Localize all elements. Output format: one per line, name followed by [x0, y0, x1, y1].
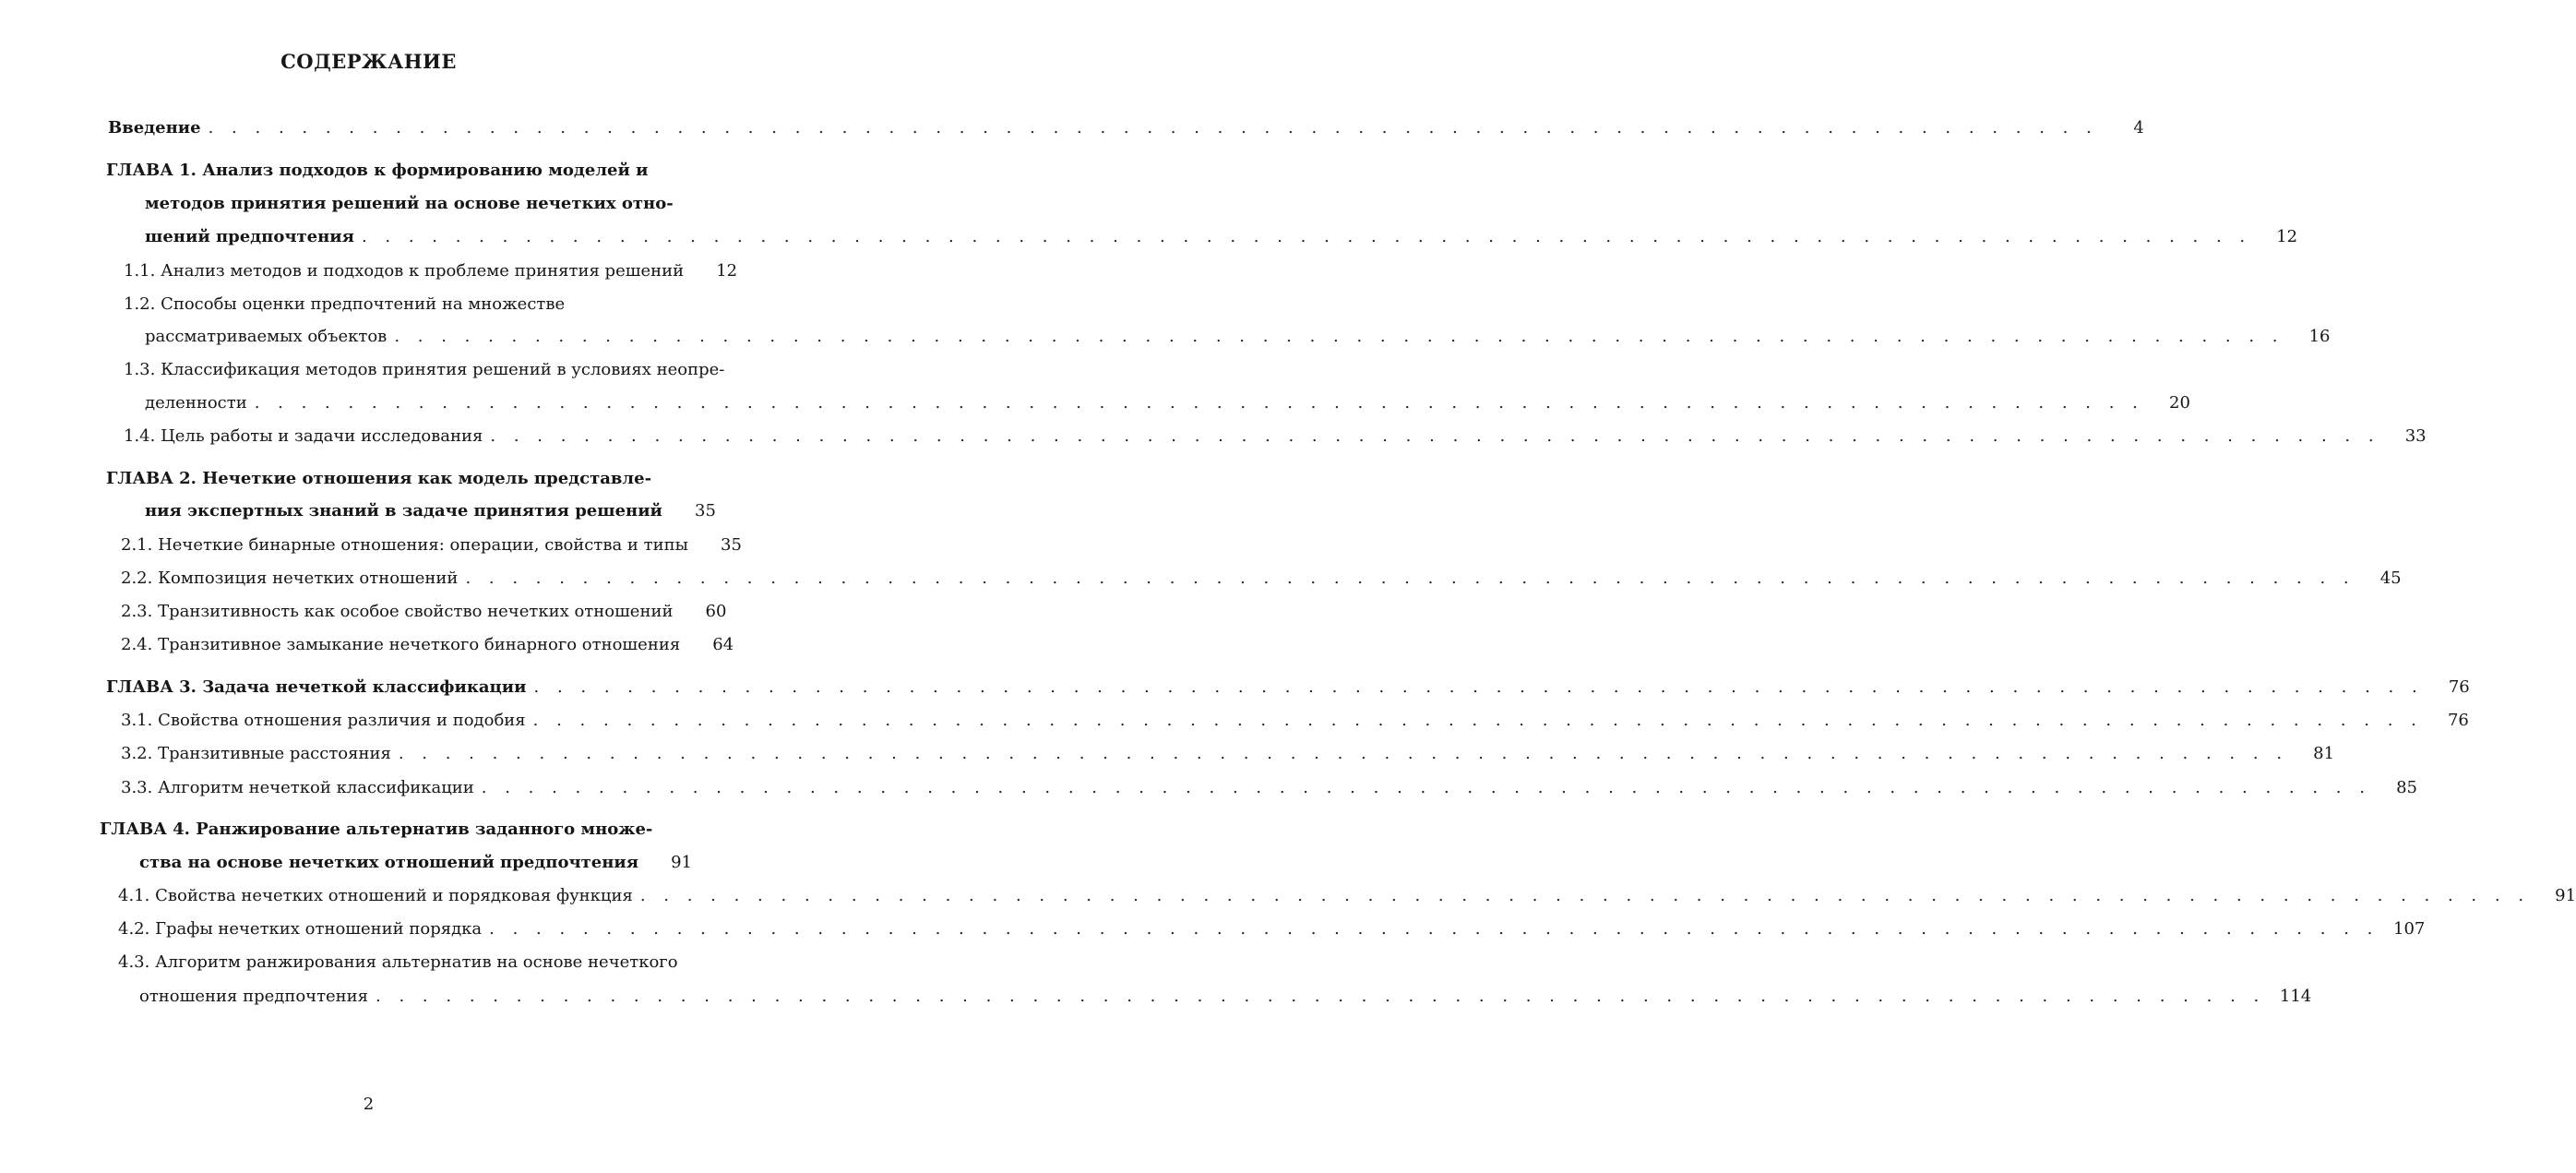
toc-entry-section	[145, 392, 2190, 414]
toc-page-number: 64	[712, 635, 734, 654]
section-title: деленности	[145, 393, 247, 413]
section-title: 4.2. Графы нечетких отношений порядка	[118, 919, 483, 939]
section-title: 1.2. Способы оценки предпочтений на множестве	[124, 294, 566, 314]
dot-leader	[376, 986, 2265, 1008]
toc-entry-chapter	[106, 676, 2470, 699]
toc-page-number: 35	[695, 501, 716, 521]
toc-entry-section	[121, 634, 734, 656]
toc-entry-intro	[108, 117, 2144, 139]
dot-leader	[490, 425, 2379, 448]
toc-entry-section	[118, 952, 690, 974]
toc-entry-section	[121, 601, 727, 623]
toc-page-number: 12	[2276, 227, 2298, 246]
chapter-title-line: методов принятия решений на основе нечетких отно-	[145, 194, 674, 213]
toc-entry-section	[121, 743, 2335, 765]
chapter-title-line: ГЛАВА 1. Анализ подходов к формированию моделей и	[106, 161, 649, 180]
toc-page-number: 35	[721, 535, 742, 555]
dot-leader	[534, 676, 2424, 699]
toc-page-number: 107	[2393, 919, 2426, 939]
chapter-title-line: шений предпочтения	[145, 227, 354, 246]
section-title: рассматриваемых объектов	[145, 327, 388, 346]
section-title: 1.1. Анализ методов и подходов к проблеме принятия решений	[124, 261, 685, 281]
section-title: 2.4. Транзитивное замыкание нечеткого бинарного отношения	[121, 635, 681, 654]
toc-entry-section	[121, 568, 2402, 590]
dot-leader	[482, 777, 2371, 799]
toc-page-number: 60	[705, 602, 727, 621]
section-title: отношения предпочтения	[139, 987, 369, 1006]
section-title: 3.2. Транзитивные расстояния	[121, 744, 391, 763]
toc-entry-section	[121, 777, 2417, 799]
chapter-title-line: ния экспертных знаний в задаче принятия решений	[145, 501, 662, 521]
section-title: 3.1. Свойства отношения различия и подобия	[121, 711, 526, 730]
toc-page-number: 76	[2448, 677, 2470, 697]
section-title: 2.1. Нечеткие бинарные отношения: операции, свойства и типы	[121, 535, 688, 555]
toc-page-number: 76	[2447, 711, 2469, 730]
chapter-title-line: ства на основе нечетких отношений предпочтения	[139, 853, 639, 872]
toc-page-number: 85	[2396, 778, 2417, 797]
dot-leader	[489, 918, 2379, 940]
toc-page-number: 12	[716, 261, 738, 281]
page-title: СОДЕРЖАНИЕ	[280, 50, 457, 73]
section-title: 4.3. Алгоритм ранжирования альтернатив на основе нечеткого	[118, 952, 678, 972]
section-title: 1.4. Цель работы и задачи исследования	[124, 426, 483, 446]
dot-leader	[399, 743, 2288, 765]
toc-page-number: 4	[2133, 118, 2144, 138]
toc-entry-section	[121, 710, 2469, 732]
toc-page-number: 91	[2555, 886, 2576, 905]
toc-entry-chapter	[145, 226, 2298, 248]
chapter-heading	[100, 819, 690, 841]
chapter-title-line: ГЛАВА 4. Ранжирование альтернатив заданного множе-	[100, 820, 653, 839]
chapter-title-line: ГЛАВА 2. Нечеткие отношения как модель представле-	[106, 469, 652, 488]
page-number: 2	[363, 1095, 375, 1114]
dot-leader	[362, 226, 2251, 248]
section-title: 4.1. Свойства нечетких отношений и порядковая функция	[118, 886, 633, 905]
chapter-heading	[145, 193, 690, 215]
toc-page-number: 45	[2379, 569, 2402, 588]
toc-entry-section	[124, 260, 738, 282]
toc-entry-section	[139, 986, 2312, 1008]
toc-entry-section	[121, 534, 742, 557]
toc-entry-section	[118, 918, 2426, 940]
section-title: 2.3. Транзитивность как особое свойство нечетких отношений	[121, 602, 674, 621]
toc-entry-section	[124, 293, 690, 316]
dot-leader	[640, 885, 2530, 907]
dot-leader	[394, 326, 2284, 348]
toc-page-number: 81	[2313, 744, 2335, 763]
section-title: 2.2. Композиция нечетких отношений	[121, 569, 459, 588]
toc-entry-label: Введение	[108, 118, 201, 138]
dot-leader	[465, 568, 2355, 590]
section-title: 1.3. Классификация методов принятия решений в условиях неопре-	[124, 360, 725, 379]
toc-entry-section	[124, 425, 2427, 448]
chapter-heading	[106, 160, 690, 182]
dot-leader	[209, 117, 2098, 139]
toc-page-number: 16	[2308, 327, 2331, 346]
dot-leader	[255, 392, 2144, 414]
toc-page-number: 114	[2279, 987, 2312, 1006]
toc-entry-section	[145, 326, 2331, 348]
section-title: 3.3. Алгоритм нечеткой классификации	[121, 778, 474, 797]
toc-page-number: 91	[671, 853, 693, 872]
toc-entry-chapter	[139, 852, 693, 874]
chapter-heading	[106, 468, 690, 490]
toc-entry-section	[118, 885, 2576, 907]
chapter-title-line: ГЛАВА 3. Задача нечеткой классификации	[106, 677, 527, 697]
toc-entry-chapter	[145, 500, 716, 522]
toc-entry-section	[124, 359, 725, 381]
dot-leader	[533, 710, 2423, 732]
toc-page-number: 20	[2169, 393, 2190, 413]
toc-page-number: 33	[2404, 426, 2427, 446]
